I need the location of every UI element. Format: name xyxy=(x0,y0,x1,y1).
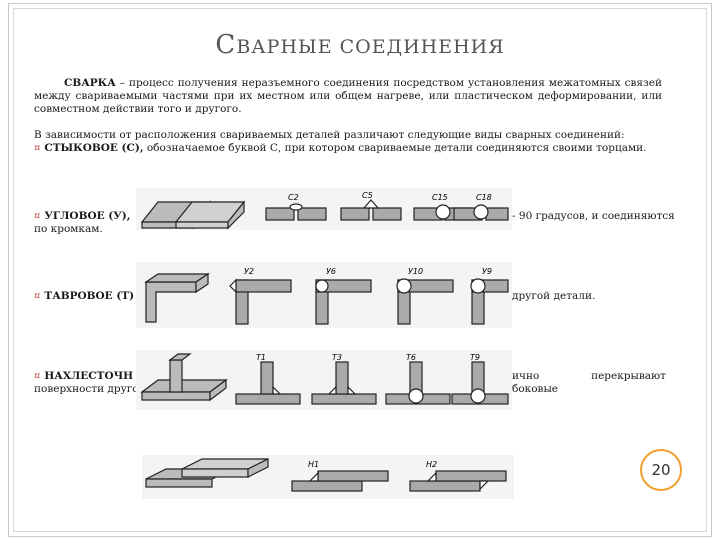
corner-right-text: - 90 градусов, и соединяются xyxy=(512,210,675,222)
butt-label-3: С15 xyxy=(432,193,448,202)
tee-label-3: Т6 xyxy=(406,353,416,362)
lap-right-text: ично перекрывают боковые xyxy=(512,370,666,395)
lap-label-1: Н1 xyxy=(308,460,320,469)
corner-label-4: У9 xyxy=(482,267,492,276)
corner-label-1: У2 xyxy=(244,267,254,276)
corner-line2: по кромкам. xyxy=(34,223,103,235)
lap-label-2: Н2 xyxy=(426,460,438,469)
bullet-icon: ¤ xyxy=(34,291,41,302)
lap-joints-figure xyxy=(142,455,514,499)
tee-label-4: Т9 xyxy=(470,353,480,362)
corner-item xyxy=(34,210,130,223)
tee-label-2: Т3 xyxy=(332,353,342,362)
butt-text: обозначаемое буквой С, при котором свариваемые детали соединяются своими торцами. xyxy=(143,142,647,154)
tee-term: ТАВРОВОЕ (Т) xyxy=(44,290,135,302)
butt-joints-figure xyxy=(136,188,512,230)
page-number: 20 xyxy=(651,461,671,479)
butt-label-4: С18 xyxy=(476,193,492,202)
tee-joints-figure xyxy=(136,350,512,410)
butt-label-2: С5 xyxy=(362,191,373,200)
lap-term: НАХЛЕСТОЧН xyxy=(44,370,134,382)
tee-right-text: другой детали. xyxy=(512,290,596,302)
definition-paragraph xyxy=(34,77,662,116)
tee-item xyxy=(34,290,134,303)
tee-label-1: Т1 xyxy=(256,353,266,362)
bullet-icon: ¤ xyxy=(34,211,41,222)
corner-joints-figure xyxy=(136,262,512,328)
intro-text: В зависимости от расположения свариваемых деталей различают следующие виды сварных соединений: xyxy=(34,129,625,141)
corner-label-3: У10 xyxy=(408,267,424,276)
lap-item xyxy=(34,370,133,383)
corner-label-2: У6 xyxy=(326,267,336,276)
lap-line2: поверхности друго xyxy=(34,383,139,395)
definition-term: СВАРКА xyxy=(64,77,116,89)
butt-item xyxy=(34,142,674,155)
definition-text: – процесс получения неразъемного соединения посредством установления межатомных связей между свариваемыми частями при их местном или общем нагреве, или пластическом деформировании, или совместном действии того и другого. xyxy=(34,77,662,115)
corner-term: УГЛОВОЕ (У), xyxy=(44,210,131,222)
title-rest: ВАРНЫЕ СОЕДИНЕНИЯ xyxy=(236,36,505,58)
bullet-icon: ¤ xyxy=(34,371,41,382)
intro-paragraph xyxy=(34,129,674,155)
page-number-badge xyxy=(640,449,682,491)
butt-term: СТЫКОВОЕ (С), xyxy=(44,142,144,154)
title-capital: С xyxy=(215,30,237,60)
slide-title xyxy=(0,30,720,60)
butt-label-1: С2 xyxy=(288,193,299,202)
bullet-icon: ¤ xyxy=(34,143,41,154)
